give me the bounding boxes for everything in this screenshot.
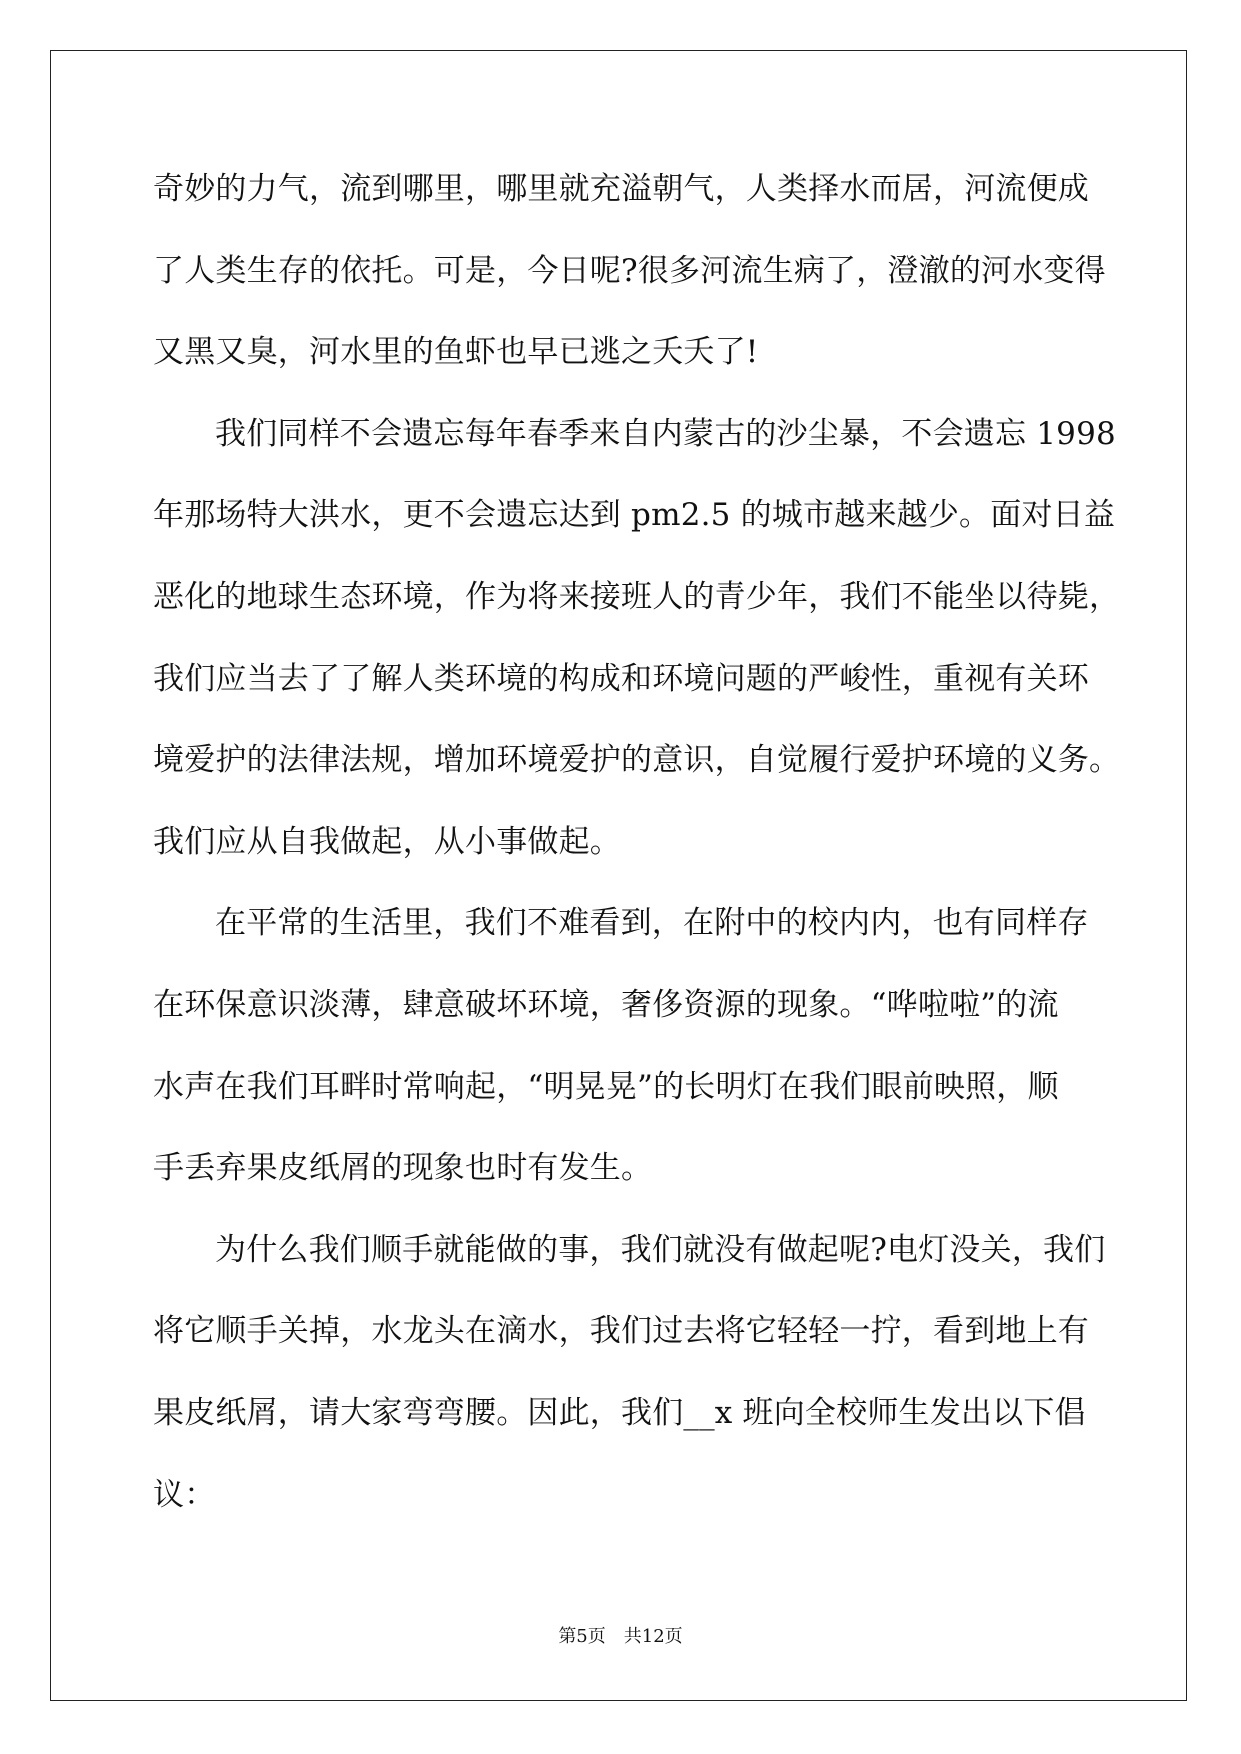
text-line: 将它顺手关掉，水龙头在滴水，我们过去将它轻轻一拧，看到地上有 [153,1313,1089,1350]
paragraph [153,394,1121,884]
text-line: 奇妙的力气，流到哪里，哪里就充溢朝气，人类择水而居，河流便成 [153,171,1089,207]
page-number-footer: 第5页 共12页 [558,1626,683,1647]
text-line: 为什么我们顺手就能做的事，我们就没有做起呢?电灯没关，我们 [215,1231,1106,1268]
text-line: 我们应当去了了解人类环境的构成和环境问题的严峻性，重视有关环 [153,660,1089,697]
paragraph [153,1210,1113,1536]
text-line: 手丢弃果皮纸屑的现象也时有发生。 [153,1150,653,1187]
text-line: 我们同样不会遗忘每年春季来自内蒙古的沙尘暴，不会遗忘 1998 [215,415,1116,452]
text-line: 了人类生存的依托。可是，今日呢?很多河流生病了，澄澈的河水变得 [153,252,1106,289]
text-line: 水声在我们耳畔时常响起，“明晃晃”的长明灯在我们眼前映照，顺 [153,1068,1059,1105]
text-line: 又黑又臭，河水里的鱼虾也早已逃之夭夭了! [153,334,759,371]
document-body [153,149,1121,1536]
text-line: 年那场特大洪水，更不会遗忘达到 pm2.5 的城市越来越少。面对日益 [153,497,1116,534]
text-line: 我们应从自我做起，从小事做起。 [153,823,621,860]
text-line: 恶化的地球生态环境，作为将来接班人的青少年，我们不能坐以待毙， [153,578,1121,615]
paragraph [153,883,1113,1209]
text-line: 在环保意识淡薄，肆意破坏环境，奢侈资源的现象。“哗啦啦”的流 [153,986,1059,1023]
text-line: 果皮纸屑，请大家弯弯腰。因此，我们__x 班向全校师生发出以下倡 [153,1394,1086,1431]
paragraph-continued [153,149,1113,394]
text-line: 境爱护的法律法规，增加环境爱护的意识，自觉履行爱护环境的义务。 [153,742,1121,779]
text-line: 在平常的生活里，我们不难看到，在附中的校内内，也有同样存 [215,905,1089,942]
text-line: 议： [153,1476,216,1513]
